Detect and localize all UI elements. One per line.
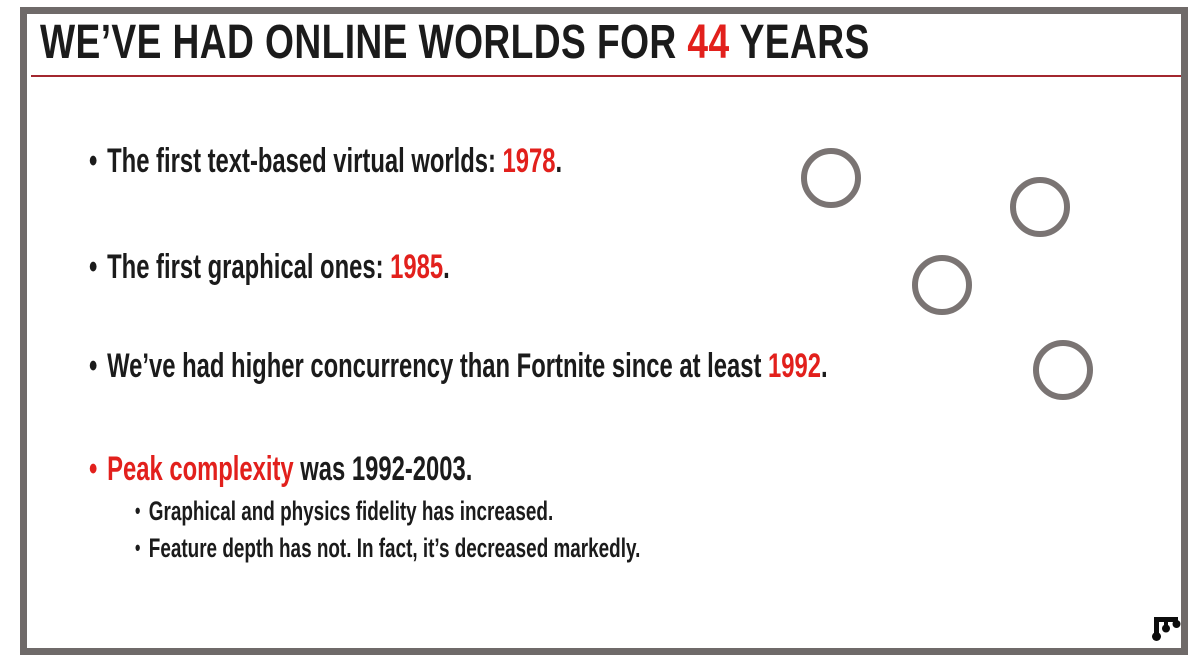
bullet-item-graphical	[89, 250, 604, 284]
bullet-item-text-worlds	[89, 144, 765, 178]
bullet-text-suffix: .	[820, 347, 828, 385]
bullet-dot-red: •	[89, 450, 98, 488]
bullet-dot: •	[135, 498, 141, 523]
bullet-dot: •	[89, 142, 98, 180]
bullet-dot: •	[89, 248, 98, 286]
slide-frame	[20, 7, 1188, 655]
sub-bullet-item-fidelity	[135, 498, 732, 525]
bullet-item-peak-complexity	[89, 452, 637, 486]
bullet-text: The first graphical ones:	[107, 248, 391, 286]
bullet-text-suffix: .	[555, 142, 563, 180]
sub-bullet-text: Feature depth has not. In fact, it’s decreased markedly.	[148, 533, 641, 563]
sub-bullet-item-feature-depth	[135, 535, 857, 562]
decorative-circle	[912, 255, 972, 315]
slide-title	[40, 16, 1111, 69]
decorative-circle	[1033, 340, 1093, 400]
bullet-accent-year: 1992	[767, 347, 821, 385]
bullet-text-suffix: was 1992-2003.	[293, 450, 473, 488]
title-text: WE’VE HAD ONLINE WORLDS FOR	[40, 16, 688, 69]
sub-bullet-text: Graphical and physics fidelity has increased.	[148, 496, 554, 526]
decorative-circle	[801, 148, 861, 208]
bullet-accent-phrase: Peak complexity	[107, 450, 294, 488]
bullet-item-concurrency	[89, 349, 1144, 383]
title-text-suffix: YEARS	[729, 16, 870, 69]
bullet-dot: •	[89, 347, 98, 385]
bullet-text: We’ve had higher concurrency than Fortnite since at least	[107, 347, 768, 385]
bullet-text-suffix: .	[443, 248, 450, 286]
bullet-dot: •	[135, 535, 141, 560]
bullet-accent-year: 1985	[390, 248, 444, 286]
title-accent-number: 44	[687, 16, 730, 69]
bullet-text: The first text-based virtual worlds:	[107, 142, 503, 180]
decorative-circle	[1010, 177, 1070, 237]
logo-icon	[1151, 614, 1183, 644]
title-underline	[31, 75, 1181, 77]
bullet-accent-year: 1978	[502, 142, 556, 180]
